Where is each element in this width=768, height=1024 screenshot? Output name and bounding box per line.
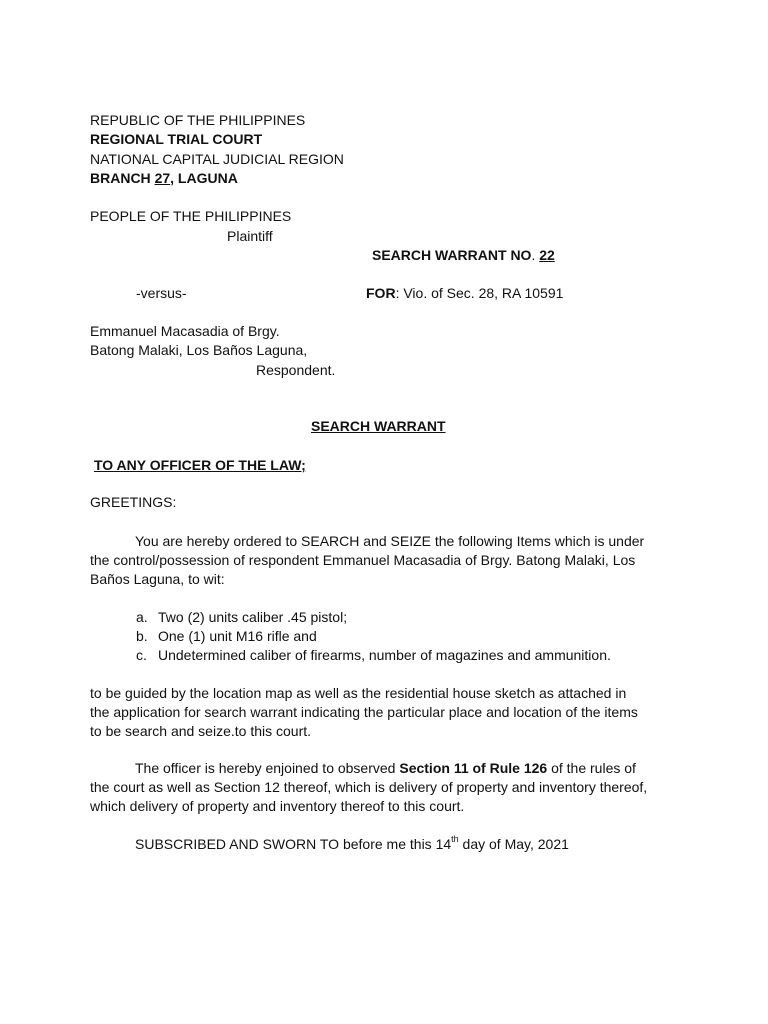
respondent-line-1: Emmanuel Macasadia of Brgy. bbox=[90, 323, 280, 339]
branch-suffix: , LAGUNA bbox=[170, 170, 238, 186]
court-heading: REGIONAL TRIAL COURT bbox=[90, 131, 263, 147]
plaintiff-role: Plaintiff bbox=[227, 228, 273, 244]
charge-value: : Vio. of Sec. 28, RA 10591 bbox=[395, 285, 564, 301]
order-paragraph-line-2: the control/possession of respondent Emmanuel Macasadia of Brgy. Batong Malaki, Los bbox=[90, 552, 636, 568]
sworn-statement bbox=[135, 835, 569, 854]
list-item-letter: c. bbox=[136, 647, 147, 663]
respondent-role: Respondent. bbox=[256, 362, 336, 378]
warrant-number-dot: . bbox=[531, 247, 536, 263]
enjoin-text-post: of the rules of bbox=[547, 760, 636, 776]
sworn-text-post: day of May, 2021 bbox=[458, 836, 569, 852]
greeting-line: GREETINGS: bbox=[90, 494, 177, 510]
list-item-text: One (1) unit M16 rifle and bbox=[158, 628, 317, 644]
versus-text: -versus- bbox=[136, 285, 187, 301]
enjoin-paragraph-line-3: which delivery of property and inventory thereof to this court. bbox=[90, 798, 465, 814]
plaintiff-name: PEOPLE OF THE PHILIPPINES bbox=[90, 208, 292, 224]
enjoin-paragraph-line-2: the court as well as Section 12 thereof, which is delivery of property and inventory thereof, bbox=[90, 779, 648, 795]
order-paragraph-line-1: You are hereby ordered to SEARCH and SEIZE the following Items which is under bbox=[135, 533, 645, 549]
region-heading: NATIONAL CAPITAL JUDICIAL REGION bbox=[90, 151, 344, 167]
branch-number: 27 bbox=[154, 170, 171, 186]
list-item-letter: b. bbox=[136, 628, 148, 644]
charge-line bbox=[366, 284, 563, 303]
guidance-paragraph-line-2: the application for search warrant indicating the particular place and location of the items bbox=[90, 704, 638, 720]
sworn-text-pre: SUBSCRIBED AND SWORN TO before me this 14 bbox=[135, 836, 452, 852]
enjoin-text-pre: The officer is hereby enjoined to observed bbox=[135, 760, 400, 776]
list-item-text: Undetermined caliber of firearms, number of magazines and ammunition. bbox=[158, 647, 611, 663]
guidance-paragraph-line-3: to be search and seize.to this court. bbox=[90, 723, 312, 739]
respondent-line-2: Batong Malaki, Los Baños Laguna, bbox=[90, 342, 308, 358]
branch-heading bbox=[90, 169, 238, 188]
warrant-number-value: 22 bbox=[539, 247, 555, 263]
order-paragraph-line-3: Baños Laguna, to wit: bbox=[90, 571, 225, 587]
warrant-number-label: SEARCH WARRANT NO bbox=[372, 247, 532, 263]
guidance-paragraph-line-1: to be guided by the location map as well as the residential house sketch as attached in bbox=[90, 685, 627, 701]
for-label: FOR bbox=[366, 285, 396, 301]
document-title: SEARCH WARRANT bbox=[311, 418, 446, 434]
warrant-number bbox=[372, 246, 555, 265]
rule-reference: Section 11 of Rule 126 bbox=[399, 760, 548, 776]
branch-prefix: BRANCH bbox=[90, 170, 155, 186]
list-item-letter: a. bbox=[136, 609, 148, 625]
enjoin-paragraph-line-1 bbox=[135, 759, 636, 778]
addressee-line: TO ANY OFFICER OF THE LAW; bbox=[94, 457, 306, 473]
list-item-text: Two (2) units caliber .45 pistol; bbox=[158, 609, 348, 625]
ordinal-suffix: th bbox=[451, 834, 459, 845]
republic-heading: REPUBLIC OF THE PHILIPPINES bbox=[90, 112, 306, 128]
